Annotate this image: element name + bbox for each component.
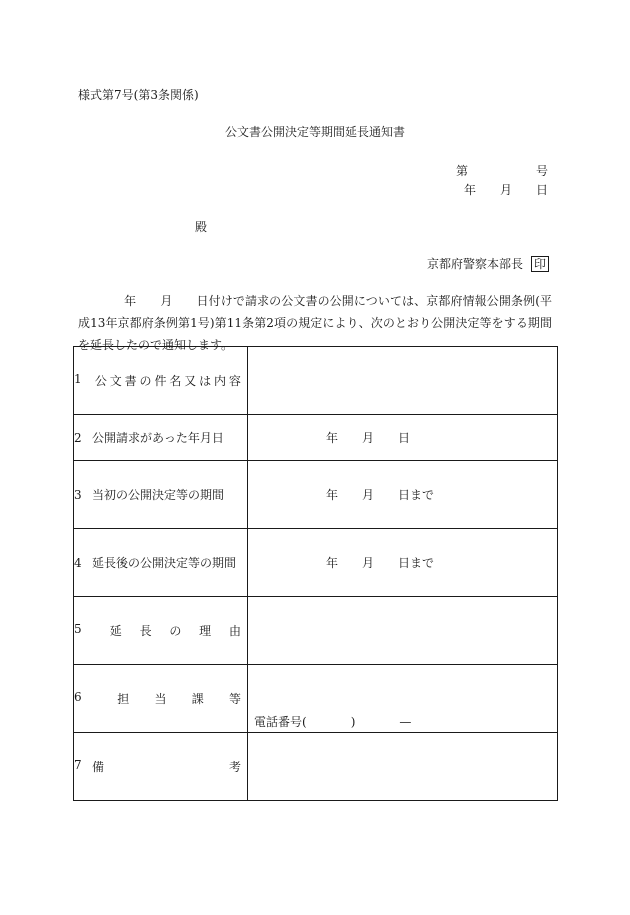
row-number: 5 (74, 622, 82, 636)
label-char: 理 (199, 624, 212, 638)
row-label-initial-period (74, 461, 248, 529)
number-prefix: 第 (455, 164, 468, 178)
label-char: の (139, 374, 152, 388)
row-label-remarks (74, 733, 248, 801)
value-month: 月 (362, 431, 375, 445)
label-char: の (169, 624, 182, 638)
label-char: 担 (117, 692, 130, 706)
value-month: 月 (362, 556, 375, 570)
label-text: 当初の公開決定等の期間 (92, 488, 225, 502)
label-char: 書 (124, 374, 137, 388)
table-row (74, 461, 558, 529)
addressee: 殿 (195, 220, 208, 234)
value-day: 日 (398, 431, 411, 445)
label-char: 件 (154, 374, 167, 388)
table-row (74, 597, 558, 665)
sender-line (427, 255, 549, 272)
row-number: 6 (74, 690, 82, 704)
date-year: 年 (463, 183, 476, 197)
body-year: 年 (124, 294, 137, 308)
value-year: 年 (326, 488, 339, 502)
label-char: 当 (154, 692, 167, 706)
initial-period-field[interactable] (248, 461, 558, 529)
label-char: 内 (214, 374, 227, 388)
row-number: 1 (74, 372, 82, 386)
body-text: 日付けで請求の公文書の公開については、京都府情報公開条例(平成13年京都府条例第1号)第11条第2項の規定により、次のとおり公開決定等をする期間を延長したので通知します。 (78, 294, 552, 352)
label-char: 文 (109, 374, 122, 388)
label-char: 考 (228, 760, 241, 774)
label-char: は (199, 374, 212, 388)
label-char: 等 (228, 692, 241, 706)
table-row (74, 415, 558, 461)
phone-label: 電話番号( (254, 715, 307, 729)
value-day: 日まで (398, 556, 435, 570)
document-number-line (456, 162, 548, 179)
row-label-subject (74, 347, 248, 415)
date-month: 月 (499, 183, 512, 197)
label-text: 延長後の公開決定等の期間 (92, 556, 237, 570)
subject-field[interactable] (248, 347, 558, 415)
value-day: 日まで (398, 488, 435, 502)
document-date-line (464, 181, 548, 198)
number-suffix: 号 (535, 164, 548, 178)
notice-table (73, 346, 558, 801)
label-char: 備 (92, 760, 105, 774)
phone-number-line (254, 713, 411, 730)
table-row (74, 665, 558, 733)
label-char: 長 (139, 624, 152, 638)
label-char: 公 (94, 374, 107, 388)
row-number: 4 (74, 556, 82, 570)
department-field[interactable] (248, 665, 558, 733)
row-number: 3 (74, 488, 82, 502)
phone-dash: — (399, 715, 412, 729)
form-number: 様式第7号(第3条関係) (78, 88, 199, 102)
value-month: 月 (362, 488, 375, 502)
row-label-extended-period (74, 529, 248, 597)
table-row (74, 529, 558, 597)
label-char: 名 (169, 374, 182, 388)
request-date-field[interactable] (248, 415, 558, 461)
sender-name: 京都府警察本部長 (426, 257, 523, 271)
extended-period-field[interactable] (248, 529, 558, 597)
seal-stamp-box: 印 (531, 256, 549, 272)
row-number: 7 (74, 758, 82, 772)
label-char: 延 (109, 624, 122, 638)
row-label-reason (74, 597, 248, 665)
label-char: 又 (184, 374, 197, 388)
value-year: 年 (326, 431, 339, 445)
document-title: 公文書公開決定等期間延長通知書 (224, 125, 405, 139)
reason-field[interactable] (248, 597, 558, 665)
label-char: 由 (228, 624, 241, 638)
label-char: 課 (191, 692, 204, 706)
table-row (74, 733, 558, 801)
body-month: 月 (160, 294, 173, 308)
table-row (74, 347, 558, 415)
row-number: 2 (74, 431, 82, 445)
row-label-department (74, 665, 248, 733)
value-year: 年 (326, 556, 339, 570)
date-day: 日 (535, 183, 548, 197)
label-char: 容 (228, 374, 241, 388)
label-text: 公開請求があった年月日 (92, 431, 224, 445)
row-label-request-date (74, 415, 248, 461)
phone-close-paren: ) (350, 715, 356, 729)
remarks-field[interactable] (248, 733, 558, 801)
